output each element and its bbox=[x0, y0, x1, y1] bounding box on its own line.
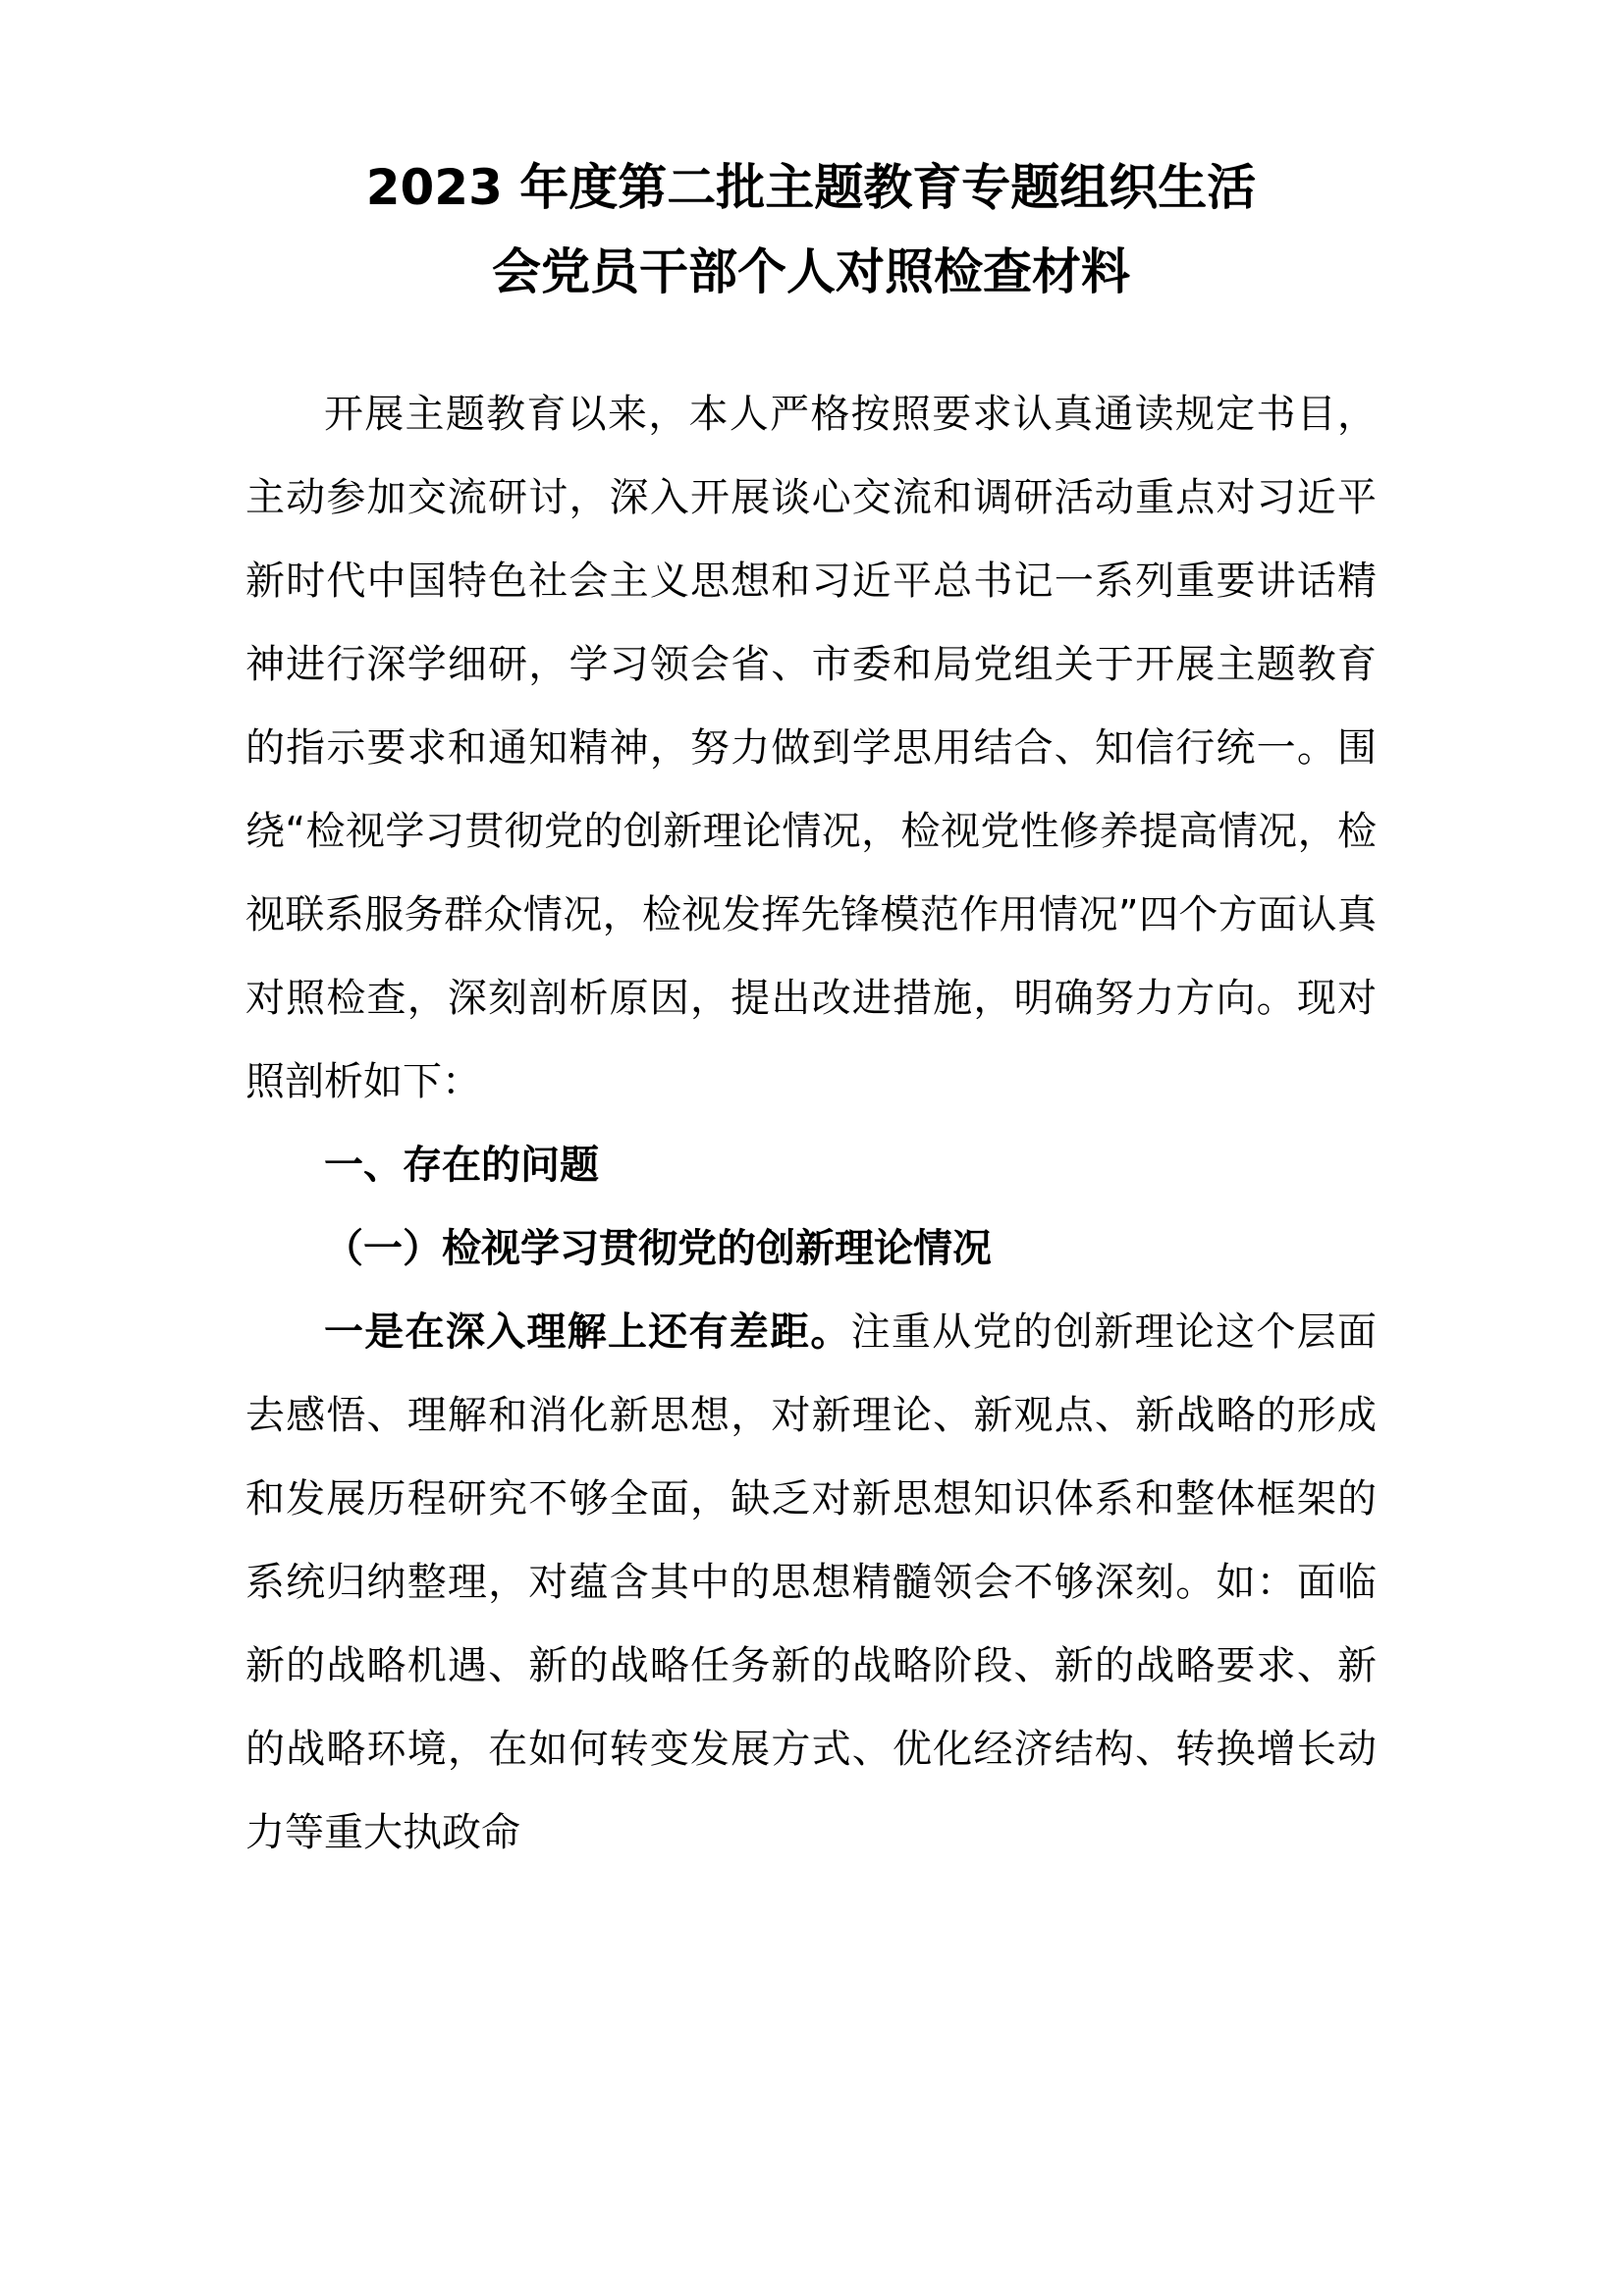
page-title-line-1: 2023 年度第二批主题教育专题组织生活 bbox=[365, 159, 1257, 216]
paragraph-item-one-lead: 一是在深入理解上还有差距。 bbox=[324, 1309, 851, 1355]
heading-subsection-one: （一）检视学习贯彻党的创新理论情况 bbox=[324, 1226, 992, 1271]
page-title-line-2: 会党员干部个人对照检查材料 bbox=[492, 243, 1130, 300]
paragraph-intro: 开展主题教育以来，本人严格按照要求认真通读规定书目，主动参加交流研讨，深入开展谈心交流和调研活动重点对习近平新时代中国特色社会主义思想和习近平总书记一系列重要讲话精神进行深学细研，学习领会省、市委和局党组关于开展主题教育的指示要求和通知精神，努力做到学思用结合、知信行统一。围绕“检视学习贯彻党的创新理论情况，检视党性修养提高情况，检视联系服务群众情况，检视发挥先锋模范作用情况”四个方面认真对照检查，深刻剖析原因，提出改进措施，明确努力方向。现对照剖析如下： bbox=[245, 392, 1377, 1104]
document-body bbox=[245, 0, 1377, 1875]
title-spacer bbox=[245, 314, 1377, 373]
page-title bbox=[245, 0, 1377, 314]
paragraph-item-one bbox=[245, 1291, 1377, 1875]
heading-section-one: 一、存在的问题 bbox=[324, 1143, 599, 1188]
paragraph-item-one-text: 注重从党的创新理论这个层面去感悟、理解和消化新思想，对新理论、新观点、新战略的形成和发展历程研究不够全面，缺乏对新思想知识体系和整体框架的系统归纳整理，对蕴含其中的思想精髓领会不够深刻。如：面临新的战略机遇、新的战略任务新的战略阶段、新的战略要求、新的战略环境，在如何转变发展方式、优化经济结构、转换增长动力等重大执政命 bbox=[245, 1309, 1378, 1855]
